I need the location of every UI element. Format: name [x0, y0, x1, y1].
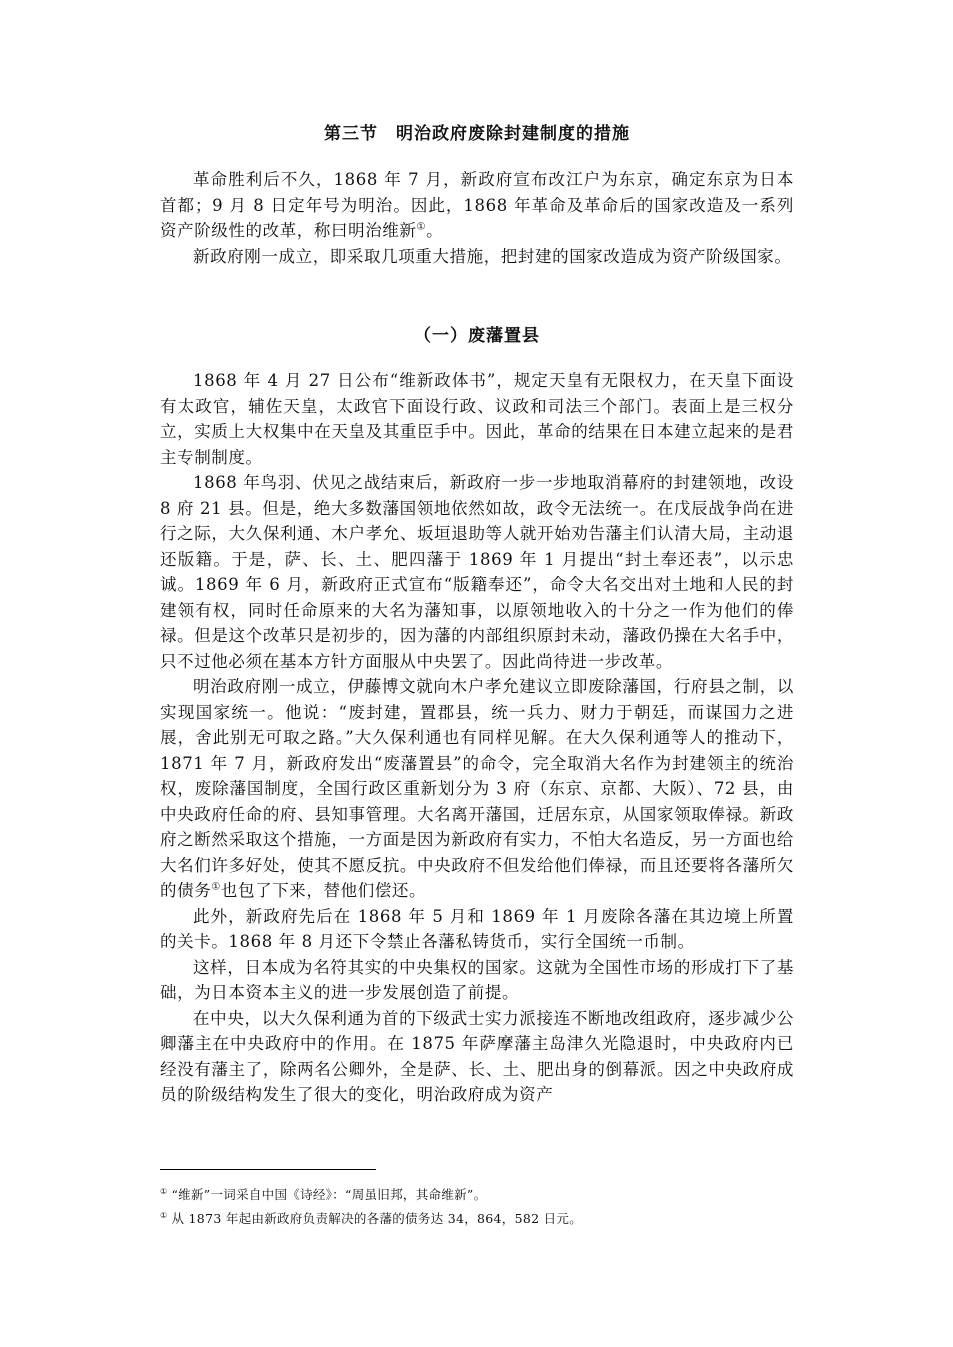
footnote-marker: ①: [211, 881, 221, 893]
intro-block: [160, 167, 794, 269]
body-paragraph-6: 在中央，以大久保利通为首的下级武士实力派接连不断地改组政府，逐步减少公卿藩主在中央政府中的作用。在 1875 年萨摩藩主岛津久光隐退时，中央政府内已经没有藩主了，除两名公卿外，全是萨、长、土、肥出身的倒幕派。因之中央政府成员的阶级结构发生了很大的变化，明治政府成为资产: [160, 1008, 794, 1104]
footnote-mark: ①: [160, 1210, 168, 1220]
footnote-divider: [160, 1169, 376, 1170]
footnote-2: [160, 1207, 794, 1231]
intro-paragraph-1-text: 革命胜利后不久，1868 年 7 月，新政府宣布改江户为东京，确定东京为日本首都；9 月 8 日定年号为明治。因此，1868 年革命及革命后的国家改造及一系列资产阶级性的改革，称曰明治维新: [160, 170, 794, 240]
footnote-mark: ①: [160, 1186, 168, 1196]
intro-paragraph-2: 新政府刚一成立，即采取几项重大措施，把封建的国家改造成为资产阶级国家。: [193, 246, 792, 266]
body-paragraph-3-text: 明治政府刚一成立，伊藤博文就向木户孝允建议立即废除藩国，行府县之制，以实现国家统一。他说：“废封建，置郡县，统一兵力、财力于朝廷，而谋国力之进展，舍此别无可取之路。”大久保利通也有同样见解。在大久保利通等人的推动下，1871 年 7 月，新政府发出“废藩置县”的命令，完全取消大名作为封建领主的统治权，废除藩国制度，全国行政区重新划分为 3 府（东京、京都、大阪）、72 县，由中央政府任命的府、县知事管理。大名离开藩国，迁居东京，从国家领取俸禄。新政府之断然采取这个措施，一方面是因为新政府有实力，不怕大名造反，另一方面也给大名们许多好处，使其不愿反抗。中央政府不但发给他们俸禄，而且还要将各藩所欠的债务: [160, 677, 794, 900]
section-title: 第三节 明治政府废除封建制度的措施: [324, 124, 630, 144]
footnote-marker: ①: [416, 221, 427, 233]
body-paragraph-5: 这样，日本成为名符其实的中央集权的国家。这就为全国性市场的形成打下了基础，为日本资本主义的进一步发展创造了前提。: [160, 957, 794, 1002]
footnote-text: 从 1873 年起由新政府负责解决的各藩的债务达 34，864，582 日元。: [171, 1211, 583, 1226]
footnotes: [160, 1183, 794, 1231]
intro-paragraph-1: [160, 167, 794, 244]
intro-paragraph-1-end: 。: [426, 221, 444, 240]
body-paragraph-3-end: 也包了下来，替他们偿还。: [220, 881, 427, 900]
body-paragraph-4: 此外，新政府先后在 1868 年 5 月和 1869 年 1 月废除各藩在其边境上所置的关卡。1868 年 8 月还下令禁止各藩私铸货币，实行全国统一币制。: [160, 906, 794, 951]
footnote-1: [160, 1183, 794, 1207]
subsection-title: （一）废藩置县: [414, 326, 540, 346]
footnote-text: “维新”一词采自中国《诗经》：“周虽旧邦，其命维新”。: [171, 1187, 487, 1202]
body-block: [160, 368, 794, 1108]
body-paragraph-1: 1868 年 4 月 27 日公布“维新政体书”，规定天皇有无限权力，在天皇下面设有太政官，辅佐天皇，太政官下面设行政、议政和司法三个部门。表面上是三权分立，实质上大权集中在天皇及其重臣手中。因此，革命的结果在日本建立起来的是君主专制制度。: [160, 371, 794, 467]
body-paragraph-3: [160, 674, 794, 904]
body-paragraph-2: 1868 年鸟羽、伏见之战结束后，新政府一步一步地取消幕府的封建领地，改设 8 府 21 县。但是，绝大多数藩国领地依然如故，政令无法统一。在戊辰战争尚在进行之际，大久保利通、木户孝允、坂垣退助等人就开始劝告藩主们认清大局，主动退还版籍。于是，萨、长、土、肥四藩于 1869 年 1 月提出“封土奉还表”，以示忠诚。1869 年 6 月，新政府正式宣布“版籍奉还”，命令大名交出对土地和人民的封建领有权，同时任命原来的大名为藩知事，以原领地收入的十分之一作为他们的俸禄。但是这个改革只是初步的，因为藩的内部组织原封未动，藩政仍操在大名手中，只不过他必须在基本方针方面服从中央罢了。因此尚待进一步改革。: [160, 473, 794, 671]
